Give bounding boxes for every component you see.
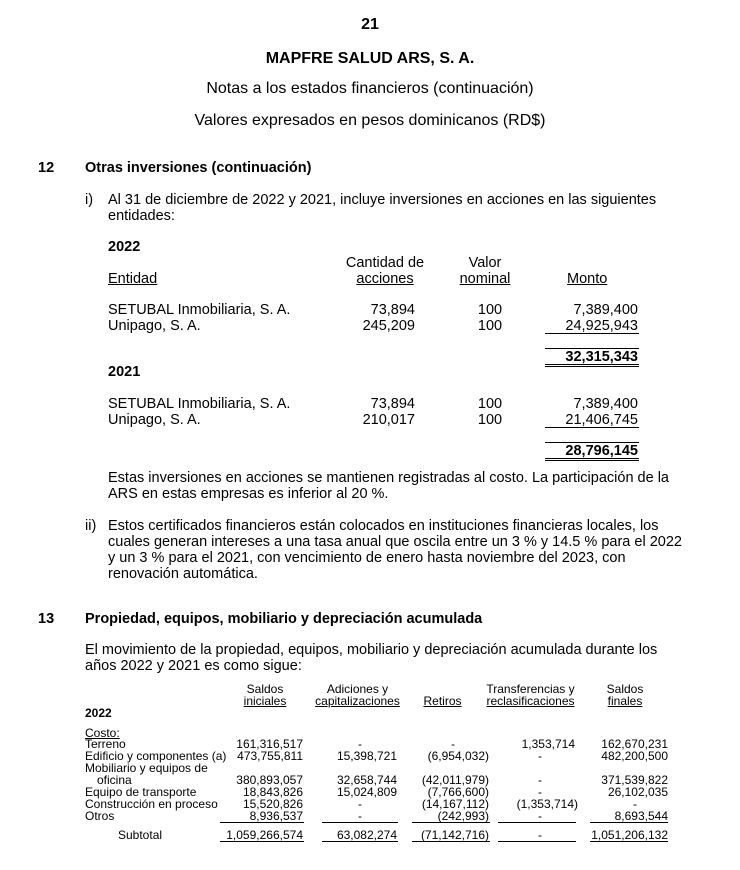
subtotal-underline (322, 841, 398, 842)
investment-entity: SETUBAL Inmobiliaria, S. A. (108, 302, 291, 318)
col-cantidad-header: Cantidad de (345, 255, 425, 271)
row-retiros: - (451, 737, 455, 751)
investment-quantity: 73,894 (370, 396, 415, 412)
row-iniciales: 8,936,537 (249, 809, 303, 823)
investment-amount: 24,925,943 (565, 318, 638, 334)
subtotal-underline (590, 841, 668, 842)
row-transferencias: - (538, 749, 542, 763)
amount-underline (545, 333, 639, 334)
investment-quantity: 210,017 (362, 412, 415, 428)
costo-label: Costo: (85, 726, 120, 740)
total-overline (545, 442, 639, 443)
col-valor-header: Valor (468, 255, 502, 271)
row-retiros: (6,954,032) (427, 749, 489, 763)
year-2021-heading: 2021 (108, 364, 141, 380)
subtotal-underline (498, 841, 576, 842)
subtotal-transferencias: - (538, 828, 542, 842)
header-saldos-finales-2: finales (607, 694, 643, 708)
total-double-underline (545, 366, 639, 367)
total-2021: 28,796,145 (565, 443, 638, 459)
column-underline (412, 822, 490, 823)
row-transferencias: 1,353,714 (521, 737, 575, 751)
investment-quantity: 245,209 (362, 318, 415, 334)
row-adiciones: 15,024,809 (336, 785, 397, 799)
section-12-title: Otras inversiones (continuación) (85, 160, 312, 176)
row-adiciones: - (358, 797, 362, 811)
item-i-line: entidades: (108, 208, 175, 224)
document-subtitle: Notas a los estados financieros (continuación) (206, 80, 534, 97)
header-adiciones: Adiciones y (326, 682, 389, 696)
row-iniciales: 161,316,517 (236, 737, 303, 751)
row-transferencias: - (538, 809, 542, 823)
row-finales: 162,670,231 (601, 737, 668, 751)
header-adiciones-2: capitalizaciones (315, 694, 400, 708)
row-transferencias: - (538, 773, 542, 787)
investment-entity: SETUBAL Inmobiliaria, S. A. (108, 396, 291, 412)
row-transferencias: (1,353,714) (516, 797, 578, 811)
item-ii-line: cuales generan intereses a una tasa anual que oscila entre un 3 % y 14.5 % para el 2022 (108, 534, 682, 550)
total-2022: 32,315,343 (565, 349, 638, 365)
item-ii-line: renovación automática. (108, 566, 258, 582)
column-underline (322, 822, 398, 823)
investment-amount: 7,389,400 (573, 302, 638, 318)
row-label: Equipo de transporte (85, 785, 197, 799)
investment-amount: 21,406,745 (565, 412, 638, 428)
row-retiros: (242,993) (437, 809, 489, 823)
row-iniciales: 18,843,826 (242, 785, 303, 799)
section-13-number: 13 (38, 611, 55, 627)
investment-nominal: 100 (477, 318, 503, 334)
item-ii-line: y un 3 % para el 2021, con vencimiento de enero hasta noviembre del 2023, con (108, 550, 626, 566)
row-adiciones: - (358, 737, 362, 751)
row-transferencias: - (538, 785, 542, 799)
investment-nominal: 100 (477, 396, 503, 412)
column-underline (220, 822, 304, 823)
total-double-underline (545, 364, 639, 365)
row-label: Terreno (85, 737, 126, 751)
item-ii-marker: ii) (85, 518, 97, 534)
currency-note: Valores expresados en pesos dominicanos (RD$) (194, 112, 546, 129)
column-underline (590, 822, 668, 823)
row-iniciales: 15,520,826 (242, 797, 303, 811)
row-adiciones: 32,658,744 (336, 773, 397, 787)
section-13-intro: años 2022 y 2021 es como sigue: (85, 658, 302, 674)
header-saldos-iniciales: Saldos (246, 682, 284, 696)
investment-quantity: 73,894 (370, 302, 415, 318)
row-label: Edificio y componentes (a) (85, 749, 227, 763)
row-finales: 8,693,544 (614, 809, 668, 823)
row-label: Otros (85, 809, 115, 823)
row-finales: - (633, 797, 637, 811)
table-year: 2022 (85, 706, 112, 720)
header-saldos-finales: Saldos (606, 682, 644, 696)
row-label: Construcción en proceso (85, 797, 218, 811)
subtotal-label: Subtotal (118, 828, 163, 842)
item-ii-line: Estos certificados financieros están colocados en instituciones financieras locales, los (108, 518, 659, 534)
company-name: MAPFRE SALUD ARS, S. A. (265, 50, 475, 67)
investment-entity: Unipago, S. A. (108, 412, 201, 428)
section-13-title: Propiedad, equipos, mobiliario y depreciación acumulada (85, 611, 483, 627)
col-entidad-header: Entidad (108, 271, 158, 287)
row-finales: 482,200,500 (601, 749, 668, 763)
item-i-line: Al 31 de diciembre de 2022 y 2021, incluye inversiones en acciones en las siguientes (108, 192, 657, 208)
row-retiros: (7,766,600) (427, 785, 489, 799)
row-iniciales: 380,893,057 (236, 773, 303, 787)
amount-underline (545, 427, 639, 428)
subtotal-underline (220, 841, 304, 842)
row-finales: 371,539,822 (601, 773, 668, 787)
note-line: ARS en estas empresas es inferior al 20 %. (108, 486, 389, 502)
row-label-cont: oficina (97, 773, 132, 787)
total-overline (545, 348, 639, 349)
row-adiciones: - (358, 809, 362, 823)
section-12-number: 12 (38, 160, 55, 176)
header-retiros: Retiros (423, 694, 462, 708)
total-double-underline (545, 458, 639, 459)
subtotal-underline (412, 841, 490, 842)
investment-nominal: 100 (477, 302, 503, 318)
subtotal-retiros: (71,142,716) (420, 828, 489, 842)
row-adiciones: 15,398,721 (336, 749, 397, 763)
header-transferencias: Transferencias y (486, 682, 575, 696)
item-i-marker: i) (85, 192, 94, 208)
header-transferencias-2: reclasificaciones (486, 694, 575, 708)
col-cantidad-header-2: acciones (356, 271, 414, 287)
subtotal-iniciales: 1,059,266,574 (226, 828, 303, 842)
col-valor-header-2: nominal (459, 271, 511, 287)
row-finales: 26,102,035 (607, 785, 668, 799)
section-13-intro: El movimiento de la propiedad, equipos, mobiliario y depreciación acumulada durante los (85, 642, 658, 658)
col-monto-header: Monto (567, 271, 608, 287)
row-retiros: (14,167,112) (421, 797, 489, 811)
page-number: 21 (361, 16, 379, 33)
row-retiros: (42,011,979) (421, 773, 489, 787)
investment-amount: 7,389,400 (573, 396, 638, 412)
total-double-underline (545, 460, 639, 461)
note-line: Estas inversiones en acciones se mantienen registradas al costo. La participación de la (108, 470, 669, 486)
column-underline (498, 822, 576, 823)
year-2022-heading: 2022 (108, 239, 141, 255)
row-label: Mobiliario y equipos de (85, 761, 208, 775)
subtotal-adiciones: 63,082,274 (336, 828, 397, 842)
investment-entity: Unipago, S. A. (108, 318, 201, 334)
subtotal-finales: 1,051,206,132 (591, 828, 668, 842)
header-saldos-iniciales-2: iniciales (243, 694, 287, 708)
row-iniciales: 473,755,811 (237, 749, 303, 763)
investment-nominal: 100 (477, 412, 503, 428)
